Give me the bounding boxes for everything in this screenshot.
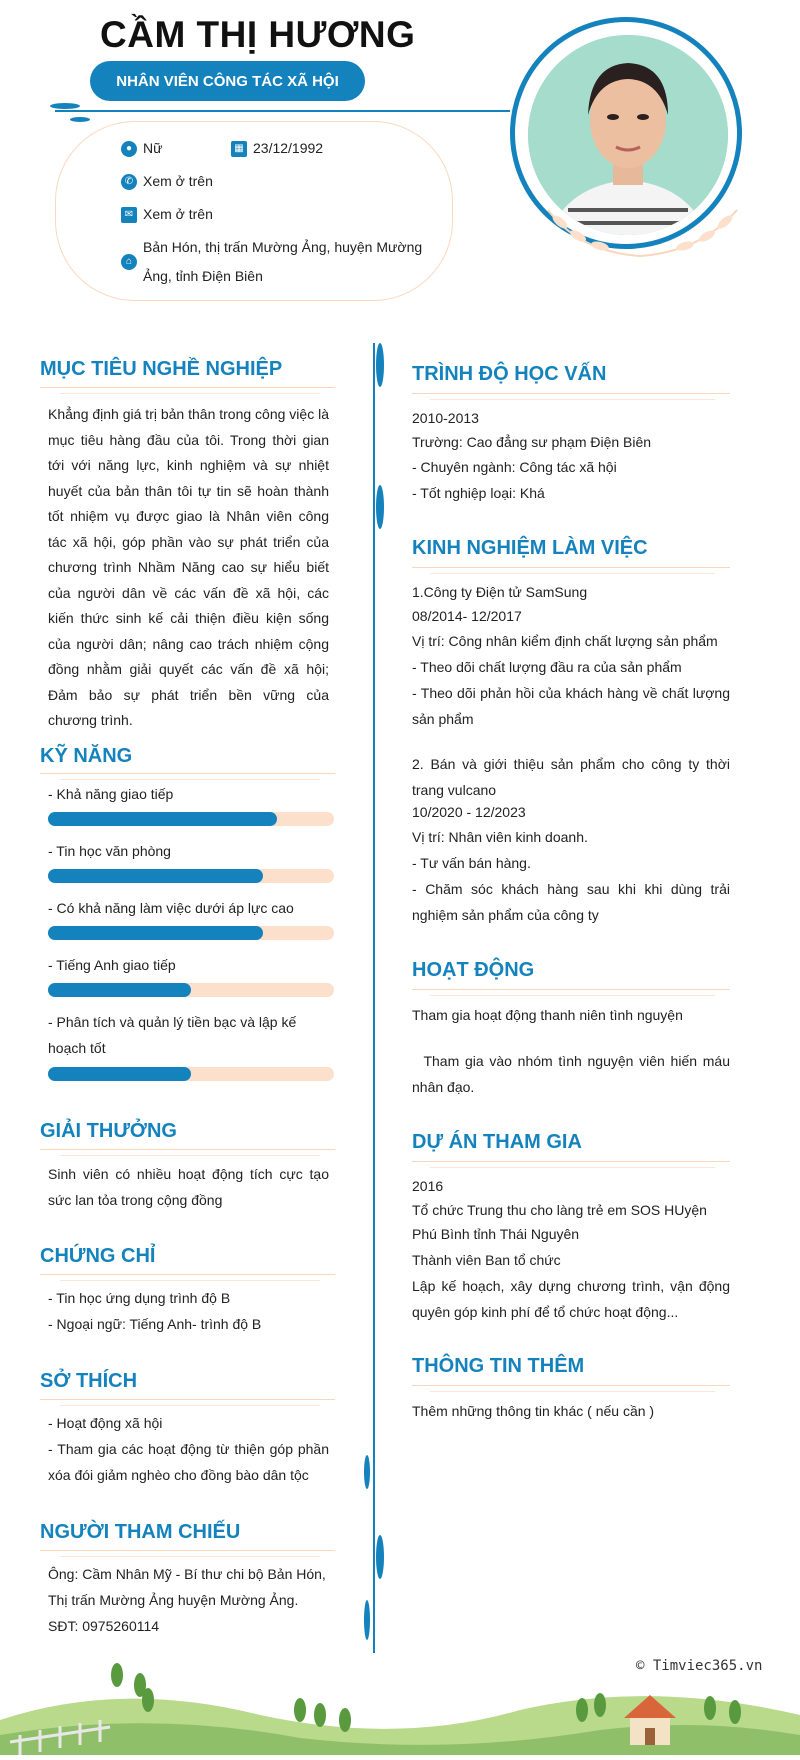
skill-bar-fill bbox=[48, 926, 263, 940]
project-role: Thành viên Ban tổ chức bbox=[412, 1252, 561, 1268]
education-major: - Chuyên ngành: Công tác xã hội bbox=[412, 459, 617, 475]
candidate-name: CẦM THỊ HƯƠNG bbox=[100, 14, 416, 55]
section-underline bbox=[412, 1161, 730, 1162]
decor-dash bbox=[70, 117, 90, 122]
project-description: Lập kế hoạch, xây dựng chương trình, vận động quyên góp kinh phí để tổ chức hoạt động... bbox=[412, 1278, 730, 1320]
section-underline bbox=[60, 1556, 320, 1557]
activity-item: Tham gia vào nhóm tình nguyện viên hiến máu nhân đạo. bbox=[412, 1053, 734, 1095]
section-underline bbox=[60, 1405, 320, 1406]
job-company: 1.Công ty Điện tử SamSung bbox=[412, 584, 588, 600]
skill-label: - Có khả năng làm việc dưới áp lực cao bbox=[48, 900, 294, 916]
address-row bbox=[121, 233, 422, 291]
section-underline bbox=[60, 1155, 320, 1156]
section-underline bbox=[40, 1274, 335, 1275]
education-school: Trường: Cao đẳng sư phạm Điện Biên bbox=[412, 434, 652, 450]
calendar-icon: ▦ bbox=[231, 141, 247, 157]
projects-heading: DỰ ÁN THAM GIA bbox=[412, 1131, 582, 1153]
education-heading: TRÌNH ĐỘ HỌC VẤN bbox=[412, 363, 607, 385]
section-underline bbox=[430, 399, 715, 400]
section-underline bbox=[60, 393, 320, 394]
activities-heading: HOẠT ĐỘNG bbox=[412, 959, 535, 981]
job-task: - Tư vấn bán hàng. bbox=[412, 855, 531, 871]
decor-dash bbox=[376, 485, 384, 529]
phone-value: Xem ở trên bbox=[143, 173, 213, 189]
person-icon: ● bbox=[121, 141, 137, 157]
skills-heading: KỸ NĂNG bbox=[40, 745, 133, 767]
education-years: 2010-2013 bbox=[412, 410, 479, 426]
skill-bar bbox=[48, 1067, 334, 1081]
skill-label: - Phân tích và quản lý tiền bạc và lập kế hoạch tốt bbox=[48, 1014, 297, 1056]
experience-heading: KINH NGHIỆM LÀM VIỆC bbox=[412, 537, 648, 559]
job-task: - Theo dõi chất lượng đầu ra của sản phẩm bbox=[412, 659, 682, 675]
section-underline bbox=[40, 1550, 335, 1551]
skill-bar-fill bbox=[48, 983, 191, 997]
skill-label: - Khả năng giao tiếp bbox=[48, 786, 174, 802]
decor-dash bbox=[376, 343, 384, 387]
decor-dash bbox=[364, 1455, 370, 1489]
gender-row bbox=[121, 134, 162, 163]
decor-dash bbox=[364, 1600, 370, 1640]
project-name: Tổ chức Trung thu cho làng trẻ em SOS HUyện Phú Bình tỉnh Thái Nguyên bbox=[412, 1202, 707, 1242]
objective-text: Khẳng định giá trị bản thân trong công việc là mục tiêu hàng đầu của tôi. Trong thời gian tới với năng lực, kinh nghiệm và sự nhiệt huyết của bản thân tôi tự tin sẽ hoàn thành tốt nhiệm vụ được giao là Nhân viên công tác xã hội, góp phần vào sự phát triển của chương trình Nhầm Năng cao sự hiểu biết của người dân về các vấn đề xã hội, các kiến thức sinh kế cải thiện điều kiện sống của người dân; nâng cao trách nhiệm cộng đồng nhằm giải quyết các vấn đề xã hội; Đảm bảo sự phát triển bền vững của chương trình. bbox=[48, 406, 329, 728]
hobby-item: - Hoạt động xã hội bbox=[48, 1415, 163, 1431]
job-company: 2. Bán và giới thiệu sản phẩm cho công ty thời trang vulcano bbox=[412, 756, 730, 798]
skill-label: - Tin học văn phòng bbox=[48, 843, 171, 859]
education-grade: - Tốt nghiệp loại: Khá bbox=[412, 485, 545, 501]
job-position: Vị trí: Công nhân kiểm định chất lượng sản phẩm bbox=[412, 633, 718, 649]
objective-heading: MỤC TIÊU NGHỀ NGHIỆP bbox=[40, 358, 283, 380]
certificate-item: - Ngoại ngữ: Tiếng Anh- trình độ B bbox=[48, 1316, 262, 1332]
birthday-row bbox=[231, 134, 323, 163]
references-heading: NGƯỜI THAM CHIẾU bbox=[40, 1521, 241, 1543]
section-underline bbox=[430, 573, 715, 574]
skill-bar bbox=[48, 926, 334, 940]
section-underline bbox=[40, 773, 335, 774]
phone-icon: ✆ bbox=[121, 174, 137, 190]
section-underline bbox=[430, 1167, 715, 1168]
brand-watermark: © Timviec365.vn bbox=[636, 1658, 763, 1674]
certificate-item: - Tin học ứng dụng trình độ B bbox=[48, 1290, 231, 1306]
reference-line: Ông: Cầm Nhân Mỹ - Bí thư chi bộ Bản Hón, bbox=[48, 1566, 326, 1582]
section-underline bbox=[412, 1385, 730, 1386]
column-divider bbox=[373, 343, 375, 1653]
gender-value: Nữ bbox=[143, 140, 163, 156]
more-info-text: Thêm những thông tin khác ( nếu cần ) bbox=[412, 1403, 655, 1419]
skill-bar-fill bbox=[48, 1067, 191, 1081]
section-underline bbox=[40, 1399, 335, 1400]
more-info-heading: THÔNG TIN THÊM bbox=[412, 1355, 585, 1377]
section-underline bbox=[412, 989, 730, 990]
job-title: NHÂN VIÊN CÔNG TÁC XÃ HỘI bbox=[116, 72, 339, 90]
certificates-heading: CHỨNG CHỈ bbox=[40, 1245, 156, 1267]
mail-icon: ✉ bbox=[121, 207, 137, 223]
skill-label: - Tiếng Anh giao tiếp bbox=[48, 957, 176, 973]
job-period: 08/2014- 12/2017 bbox=[412, 608, 522, 624]
job-task: - Chăm sóc khách hàng sau khi khi dùng trải nghiệm sản phẩm của công ty bbox=[412, 881, 730, 923]
email-value: Xem ở trên bbox=[143, 206, 213, 222]
landscape-illustration bbox=[0, 1660, 800, 1755]
address-line-1: Bản Hón, thị trấn Mường Ảng, huyện Mường bbox=[143, 239, 423, 255]
header-divider bbox=[55, 110, 510, 112]
activity-item: Tham gia hoạt động thanh niên tình nguyện bbox=[412, 1007, 683, 1023]
decor-dash bbox=[50, 103, 80, 109]
skill-bar bbox=[48, 812, 334, 826]
section-underline bbox=[60, 779, 320, 780]
job-task: - Theo dõi phản hồi của khách hàng về chất lượng sản phẩm bbox=[412, 685, 730, 727]
section-underline bbox=[412, 393, 730, 394]
section-underline bbox=[60, 1280, 320, 1281]
home-icon: ⌂ bbox=[121, 254, 137, 270]
section-underline bbox=[412, 567, 730, 568]
job-period: 10/2020 - 12/2023 bbox=[412, 804, 526, 820]
section-underline bbox=[40, 387, 335, 388]
email-row bbox=[121, 200, 213, 229]
section-underline bbox=[430, 995, 715, 996]
skill-bar-fill bbox=[48, 869, 263, 883]
section-underline bbox=[40, 1149, 335, 1150]
job-position: Vị trí: Nhân viên kinh doanh. bbox=[412, 829, 588, 845]
section-underline bbox=[430, 1391, 715, 1392]
birthday-value: 23/12/1992 bbox=[253, 140, 324, 156]
reference-phone: SĐT: 0975260114 bbox=[48, 1618, 160, 1634]
reference-line: Thị trấn Mường Ảng huyện Mường Ảng. bbox=[48, 1592, 299, 1608]
awards-text: Sinh viên có nhiều hoạt động tích cực tạo sức lan tỏa trong cộng đồng bbox=[48, 1166, 329, 1208]
project-year: 2016 bbox=[412, 1178, 444, 1194]
hobby-item: - Tham gia các hoạt động từ thiện góp phần xóa đói giảm nghèo cho đồng bào dân tộc bbox=[48, 1441, 329, 1483]
awards-heading: GIẢI THƯỞNG bbox=[40, 1120, 177, 1142]
skill-bar bbox=[48, 983, 334, 997]
address-line-2: Ảng, tỉnh Điện Biên bbox=[143, 268, 263, 284]
skill-bar-fill bbox=[48, 812, 277, 826]
decor-dash bbox=[376, 1535, 384, 1579]
avatar bbox=[528, 35, 728, 235]
skill-bar bbox=[48, 869, 334, 883]
job-title-badge bbox=[90, 61, 365, 101]
hobbies-heading: SỞ THÍCH bbox=[40, 1370, 138, 1392]
phone-row bbox=[121, 167, 213, 196]
